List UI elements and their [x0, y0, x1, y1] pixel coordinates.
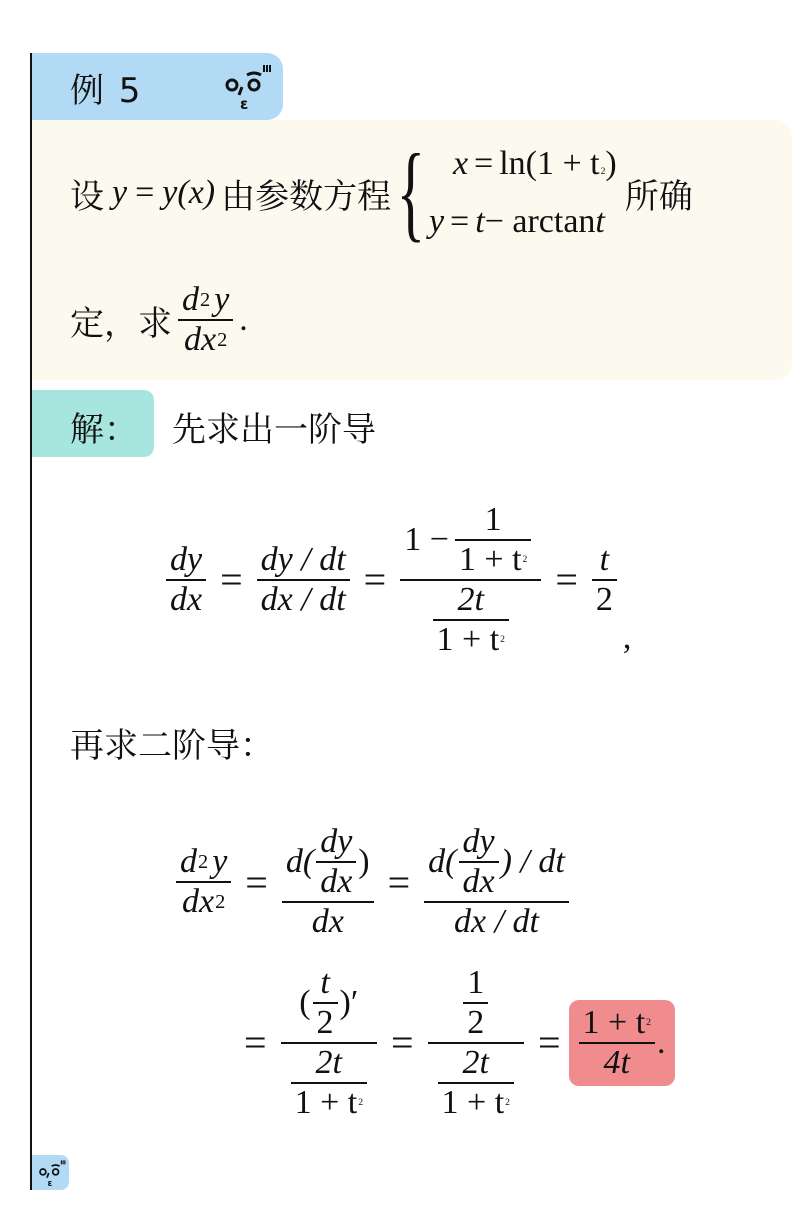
problem-line-1 — [70, 133, 693, 252]
left-brace: { — [396, 133, 426, 252]
fraction: $\frac{t}{2}$ — [592, 541, 617, 619]
math-expr: y(x) — [162, 174, 216, 211]
second-derivative-fraction: d 2 y dx 2 — [178, 281, 233, 359]
math-var: y — [428, 203, 445, 240]
final-result-highlight: 1 + t 2 4t . — [569, 1000, 676, 1086]
second-derivative-equation-line1: d 2 y dx 2 = d( $\frac{dy}{dx}$ ) dx = d( $\frac{dy}{dx}$ ) / dt dx / dt — [170, 822, 575, 942]
second-derivative-equation-line2: = ( $\frac{t}{2}$ )′ 2t 1 + t 2 = $\frac{1}{2}$ 2t 1 + t 2 = 1 + t 2 4t . — [236, 950, 675, 1135]
solution-tag — [32, 390, 154, 457]
fraction: $\frac{dy / dt}{dx / dt}$ — [257, 541, 350, 619]
problem-statement-box — [32, 120, 792, 380]
period: . — [239, 301, 248, 338]
fraction: d 2 y dx 2 — [176, 843, 231, 921]
fraction: d( $\frac{dy}{dx}$ ) / dt dx / dt — [424, 823, 569, 941]
math-sup: 2 — [600, 166, 606, 177]
math-var: x — [452, 145, 469, 182]
math-var: t — [475, 203, 485, 240]
problem-text: 由参数方程 — [221, 176, 392, 217]
compound-fraction: ( $\frac{t}{2}$ )′ 2t 1 + t 2 — [281, 964, 377, 1122]
parametric-system: x = ln(1 + t $_2$ ) y = t − arctan t — [429, 139, 617, 247]
math-expr: − arctan — [484, 203, 596, 240]
problem-text: 所确 — [624, 176, 693, 217]
example-header-tag — [32, 53, 283, 120]
math-expr: ln(1 + t — [499, 145, 600, 182]
svg-text:ε: ε — [47, 1178, 53, 1187]
math-var: y — [112, 174, 128, 211]
math-expr: ) — [605, 145, 617, 182]
problem-line-2 — [70, 270, 248, 370]
math-var: t — [595, 203, 605, 240]
compound-fraction: 1 − 1 1 + t 2 2t 1 + t 2 — [400, 501, 541, 659]
compound-fraction: $\frac{1}{2}$ 2t 1 + t 2 — [428, 964, 524, 1122]
first-derivative-equation: $\frac{dy}{dx}$ = $\frac{dy / dt}{dx / dt}$ = 1 − 1 1 + t 2 2t 1 + t 2 = $\frac{t}{2}$ , — [160, 482, 631, 677]
svg-text:ε: ε — [240, 95, 249, 111]
fraction: d( $\frac{dy}{dx}$ ) dx — [282, 823, 374, 941]
problem-text: 定，求 — [70, 303, 172, 344]
step1-text: 先求出一阶导 — [172, 410, 376, 450]
example-title: 例 5 — [70, 71, 143, 111]
step2-text: 再求二阶导： — [70, 726, 274, 766]
problem-text: 设 — [70, 176, 104, 217]
math-op: = — [135, 174, 155, 211]
footer-face-tag — [32, 1155, 69, 1190]
kaomoji-face-icon — [36, 1158, 66, 1187]
solution-label: 解： — [70, 410, 138, 450]
kaomoji-face-icon — [220, 61, 272, 111]
fraction: $\frac{dy}{dx}$ — [166, 541, 206, 619]
